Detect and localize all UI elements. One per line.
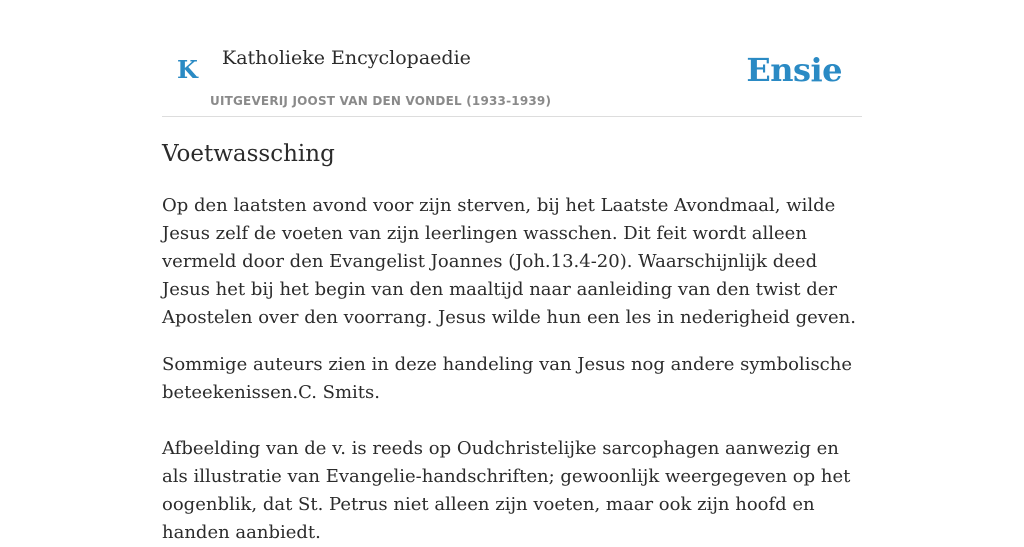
entry-title: Voetwassching (162, 141, 335, 167)
entry-body (162, 192, 862, 547)
ensie-logo-link[interactable]: Ensie (746, 51, 842, 89)
entry-paragraph-2: Sommige auteurs zien in deze handeling van Jesus nog andere symbolische beteekenissen.C. Smits. (162, 354, 853, 403)
book-title-link[interactable]: Katholieke Encyclopaedie (222, 47, 471, 69)
page (162, 0, 862, 543)
header (162, 0, 862, 117)
publisher-label: UITGEVERIJ JOOST VAN DEN VONDEL (1933-1939) (210, 94, 552, 108)
book-logo-icon[interactable]: K (177, 55, 198, 84)
entry-paragraph-3: Afbeelding van de v. is reeds op Oudchristelijke sarcophagen aanwezig en als illustratie van Evangelie-handschriften; gewoonlijk weergegeven op het oogenblik, dat St. Petrus niet alleen zijn voeten, maar ook zijn hoofd en handen aanbiedt. (162, 438, 851, 543)
entry-paragraph-1: Op den laatsten avond voor zijn sterven, bij het Laatste Avondmaal, wilde Jesus zelf de voeten van zijn leerlingen wasschen. Dit feit wordt alleen vermeld door den Evangelist Joannes (Joh.13.4-20). Waarschijnlijk deed Jesus het bij het begin van den maaltijd naar aanleiding van den twist der Apostelen over den voorrang. Jesus wilde hun een les in nederigheid geven. (162, 195, 856, 328)
